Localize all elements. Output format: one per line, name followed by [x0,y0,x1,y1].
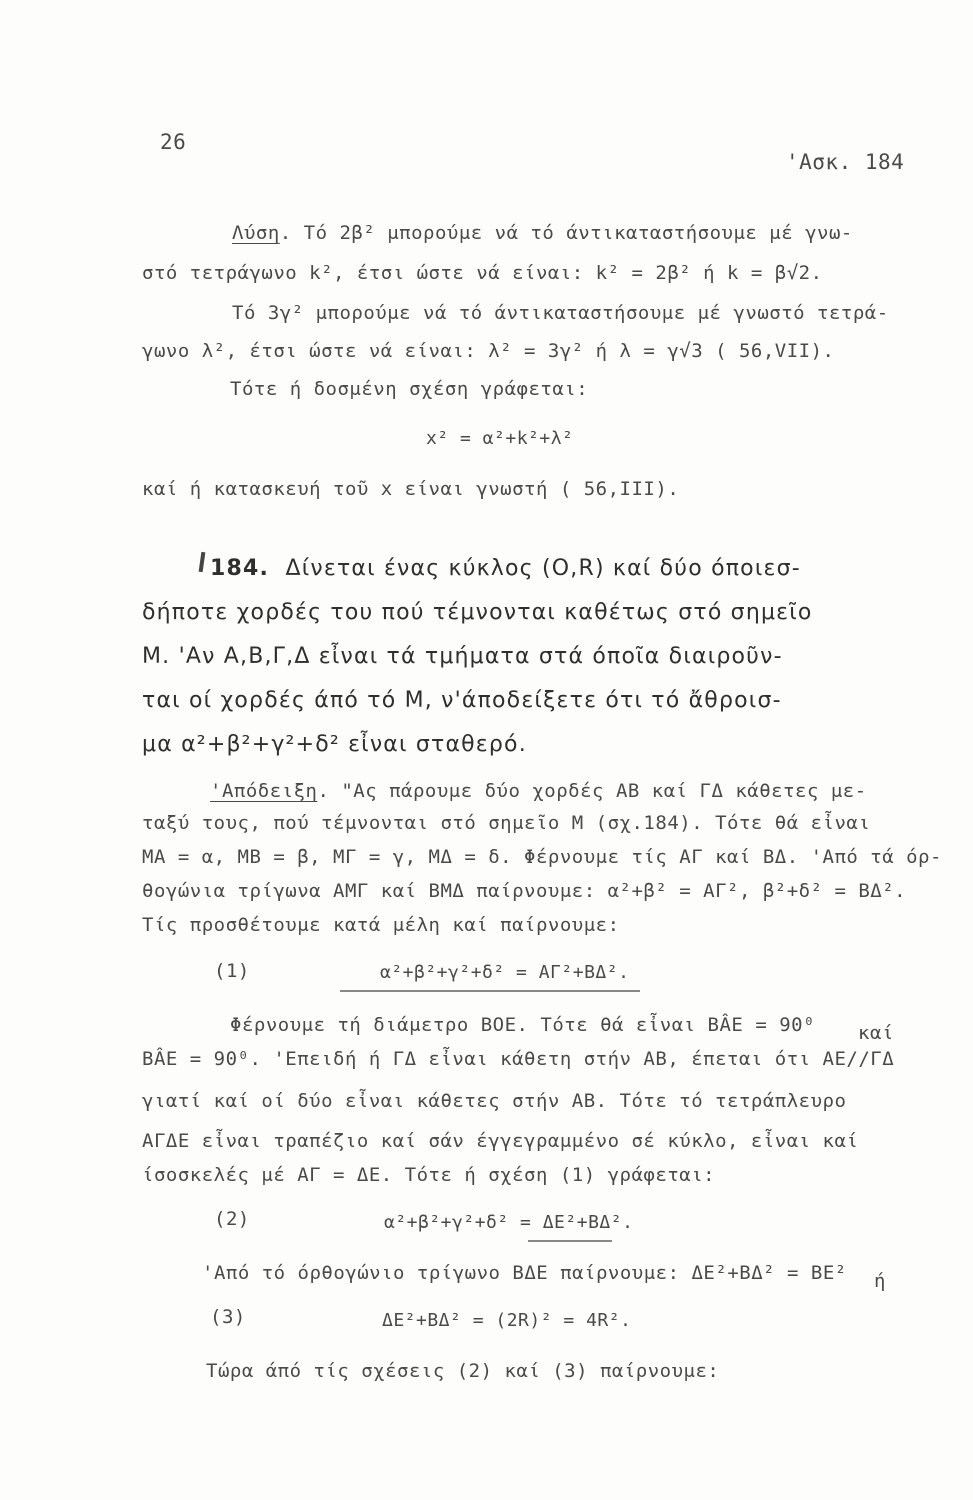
problem-line-2: δήποτε χορδές του πού τέμνονται καθέτως στό σημεῖο [142,600,813,625]
check-mark-icon [199,552,206,572]
proof-line-3: ΜΑ = α, ΜΒ = β, ΜΓ = γ, ΜΔ = δ. Φέρνουμε τίς ΑΓ καί ΒΔ. 'Από τά όρ- [142,846,942,868]
equation-1-number: (1) [214,960,250,982]
exercise-reference: 'Ασκ. 184 [786,150,905,174]
equation-3: ΔΕ²+ΒΔ² = (2R)² = 4R². [382,1310,632,1331]
problem-line-5: μα α²+β²+γ²+δ² εἶναι σταθερό. [142,732,527,757]
solution-line-2: στό τετράγωνο k², έτσι ώστε νά είναι: k² = 2β² ή k = β√2. [142,262,823,284]
solution-equation: x² = α²+k²+λ² [426,428,574,449]
proof-line-1: 'Απόδειξη. "Ας πάρουμε δύο χορδές ΑΒ καί ΓΔ κάθετες με- [210,780,867,802]
equation-3-number: (3) [210,1306,246,1328]
proof-label: 'Απόδειξη [210,780,318,802]
proof-line-11: 'Από τό όρθογώνιο τρίγωνο ΒΔΕ παίρνουμε: ΔΕ²+ΒΔ² = ΒΕ² [202,1262,847,1284]
equation-2-underline [528,1240,612,1242]
page-number: 26 [160,130,187,154]
problem-line-3: Μ. 'Αν Α,Β,Γ,Δ εἶναι τά τμήματα στά όποῖα διαιροῦν- [142,644,783,669]
proof-line-2: ταξύ τους, πού τέμνονται στό σημεῖο Μ (σχ.184). Τότε θά εἶναι [142,812,871,834]
proof-line-6-end: καί [858,1022,894,1044]
solution-line-1: Λύση. Τό 2β² μπορούμε νά τό άντικαταστήσουμε μέ γνω- [232,222,853,244]
solution-line-4: γωνο λ², έτσι ώστε νά είναι: λ² = 3γ² ή λ = γ√3 ( 56,VII). [142,340,835,362]
equation-2-number: (2) [214,1208,250,1230]
problem-line-4: ται οί χορδές άπό τό Μ, ν'άποδείξετε ότι τό ἄθροισ- [142,688,782,713]
proof-line-7: ΒÂΕ = 90⁰. 'Επειδή ή ΓΔ εἶναι κάθετη στήν ΑΒ, έπεται ότι ΑΕ//ΓΔ [142,1048,895,1070]
proof-line-5: Τίς προσθέτουμε κατά μέλη καί παίρνουμε: [142,914,620,936]
solution-line-3: Τό 3γ² μπορούμε νά τό άντικαταστήσουμε μέ γνωστό τετρά- [232,302,889,324]
proof-line-9: ΑΓΔΕ εἶναι τραπέζιο καί σάν έγγεγραμμένο σέ κύκλο, εἶναι καί [142,1130,859,1152]
equation-1: α²+β²+γ²+δ² = ΑΓ²+ΒΔ². [380,962,630,983]
solution-label: Λύση [232,222,280,244]
solution-line-5: Τότε ή δοσμένη σχέση γράφεται: [230,378,589,400]
solution-line-6: καί ή κατασκευή τοῦ x είναι γνωστή ( 56,III). [142,478,680,500]
proof-line-12: Τώρα άπό τίς σχέσεις (2) καί (3) παίρνουμε: [206,1360,720,1382]
equation-1-underline [340,990,640,992]
proof-line-11-end: ή [874,1270,886,1292]
proof-line-4: θογώνια τρίγωνα ΑΜΓ καί ΒΜΔ παίρνουμε: α²+β² = ΑΓ², β²+δ² = ΒΔ². [142,880,907,902]
proof-line-8: γιατί καί οί δύο εἶναι κάθετες στήν ΑΒ. Τότε τό τετράπλευρο [142,1090,847,1112]
problem-line-1: 184. Δίνεται ένας κύκλος (O,R) καί δύο όποιεσ- [210,556,801,581]
problem-number: 184. [210,556,270,581]
proof-line-10: ίσοσκελές μέ ΑΓ = ΔΕ. Τότε ή σχέση (1) γράφεται: [142,1164,716,1186]
equation-2: α²+β²+γ²+δ² = ΔΕ²+ΒΔ². [384,1212,634,1233]
proof-line-6: Φέρνουμε τή διάμετρο ΒΟΕ. Τότε θά εἶναι ΒÂΕ = 90⁰ [230,1014,816,1036]
